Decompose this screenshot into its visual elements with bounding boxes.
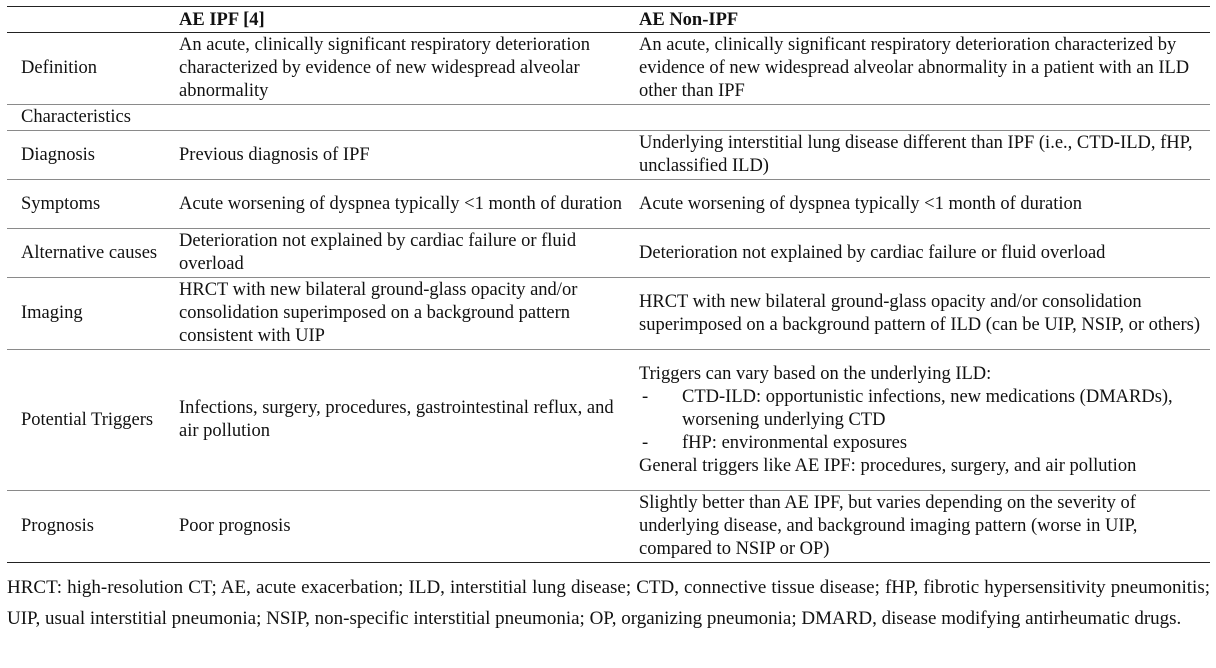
header-empty (7, 7, 165, 33)
row-label-imaging: Imaging (21, 303, 83, 323)
cell-diagnosis-ipf: Previous diagnosis of IPF (179, 144, 370, 165)
table-row-diagnosis (7, 131, 1210, 180)
row-label-potential-triggers: Potential Triggers (21, 409, 154, 430)
row-label-prognosis: Prognosis (21, 516, 94, 536)
table-row-alternative-causes (7, 229, 1210, 278)
list-item (639, 432, 1210, 455)
cell-alternative-causes-ipf: Deterioration not explained by cardiac failure or fluid overload (179, 231, 577, 274)
list-item (639, 386, 1210, 432)
table-row-imaging (7, 278, 1210, 350)
cell-prognosis-non-ipf: Slightly better than AE IPF, but varies depending on the severity of underlying disease, and background imaging pattern (worse in UIP, compared to NSIP or OP) (639, 493, 1138, 559)
cell-definition-ipf: An acute, clinically significant respiratory deterioration characterized by evidence of new widespread alveolar abnormality (179, 35, 590, 101)
header-ae-non-ipf: AE Non-IPF (625, 7, 1210, 33)
triggers-bullet-list (639, 386, 1210, 455)
trigger-ctd-ild: CTD-ILD: opportunistic infections, new medications (DMARDs), worsening underlying CTD (682, 386, 1173, 430)
row-label-definition: Definition (21, 58, 98, 78)
table-row-prognosis (7, 491, 1210, 563)
cell-potential-triggers-ipf: Infections, surgery, procedures, gastrointestinal reflux, and air pollution (179, 398, 614, 441)
cell-alternative-causes-non-ipf: Deterioration not explained by cardiac failure or fluid overload (639, 242, 1106, 263)
trigger-fhp: fHP: environmental exposures (682, 432, 908, 453)
bullet-dash: - (642, 386, 649, 407)
comparison-table (7, 6, 1210, 563)
triggers-general: General triggers like AE IPF: procedures, surgery, and air pollution (639, 455, 1137, 476)
header-ae-ipf: AE IPF [4] (165, 7, 625, 33)
table-row-symptoms (7, 180, 1210, 229)
cell-diagnosis-non-ipf: Underlying interstitial lung disease different than IPF (i.e., CTD-ILD, fHP, unclassified ILD) (639, 133, 1193, 176)
table-footnote: HRCT: high-resolution CT; AE, acute exacerbation; ILD, interstitial lung disease; CTD, connective tissue disease; fHP, fibrotic hypersensitivity pneumonitis; UIP, usual interstitial pneumonia; NSIP, non-specific interstitial pneumonia; OP, organizing pneumonia; DMARD, disease modifying antirheumatic drugs. (7, 577, 1210, 629)
table-row-characteristics (7, 105, 1210, 131)
cell-symptoms-non-ipf: Acute worsening of dyspnea typically <1 month of duration (639, 193, 1083, 214)
cell-imaging-non-ipf: HRCT with new bilateral ground-glass opacity and/or consolidation superimposed on a background pattern of ILD (can be UIP, NSIP, or others) (639, 291, 1201, 335)
cell-imaging-ipf: HRCT with new bilateral ground-glass opacity and/or consolidation superimposed on a background pattern consistent with UIP (179, 280, 578, 346)
table-header-row (7, 7, 1210, 33)
cell-definition-non-ipf: An acute, clinically significant respiratory deterioration characterized by evidence of new widespread alveolar abnormality in a patient with an ILD other than IPF (639, 35, 1190, 101)
row-label-symptoms: Symptoms (21, 193, 101, 214)
table-row-potential-triggers (7, 350, 1210, 491)
row-label-diagnosis: Diagnosis (21, 144, 95, 165)
cell-potential-triggers-non-ipf (625, 350, 1210, 491)
table-row-definition (7, 33, 1210, 105)
row-label-alternative-causes: Alternative causes (21, 242, 158, 263)
cell-symptoms-ipf: Acute worsening of dyspnea typically <1 month of duration (179, 193, 623, 214)
bullet-dash: - (642, 432, 649, 453)
cell-prognosis-ipf: Poor prognosis (179, 516, 291, 536)
row-label-characteristics: Characteristics (21, 107, 131, 127)
triggers-intro: Triggers can vary based on the underlying ILD: (639, 363, 992, 384)
comparison-table-container (7, 6, 1210, 563)
